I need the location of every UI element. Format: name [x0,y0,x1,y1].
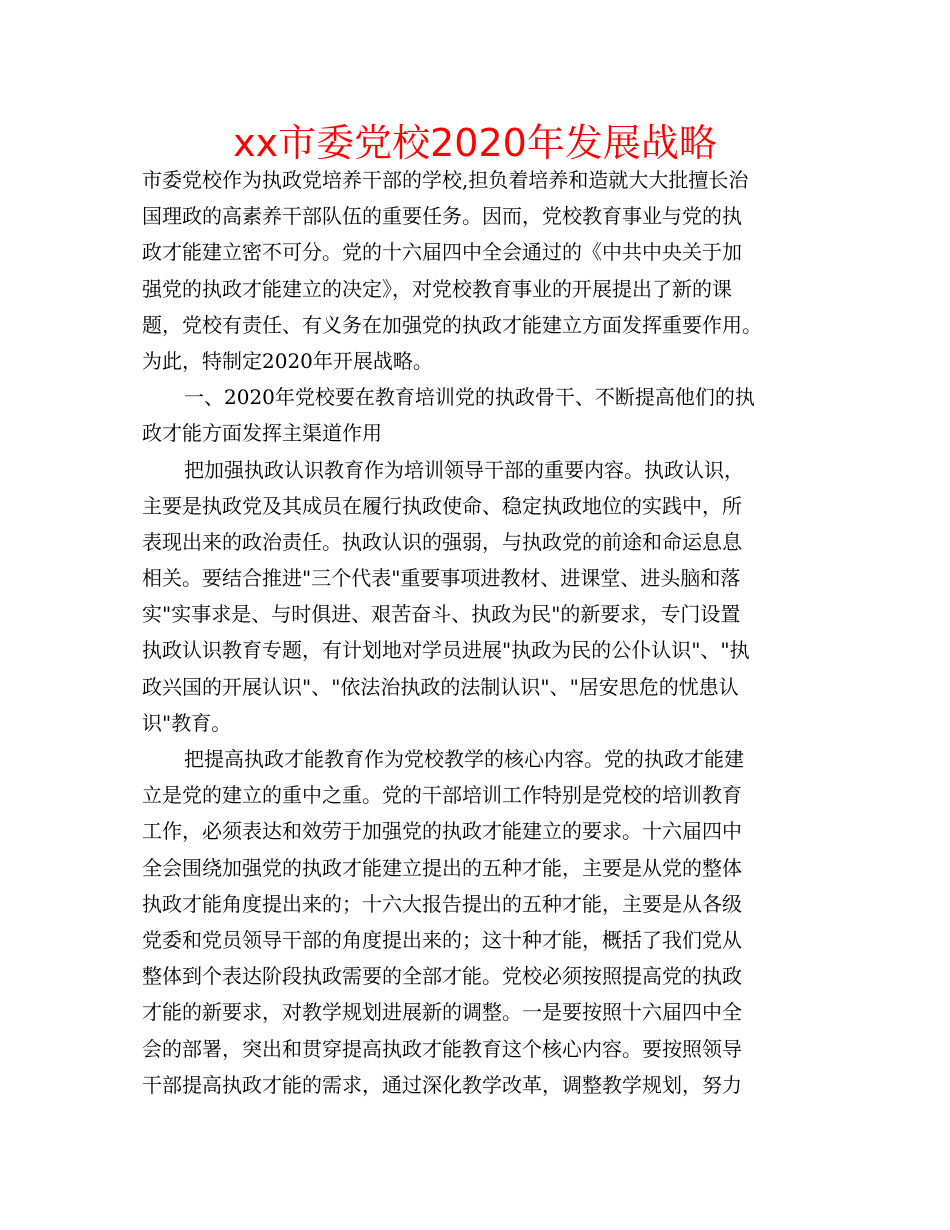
section-heading-line-2: 政才能方面发挥主渠道作用 [142,421,382,446]
text-line-11: 表现出来的政治责任。执政认识的强弱，与执政党的前途和命运息息 [142,529,742,554]
text-line-13: 实"实事求是、与时俱进、艰苦奋斗、执政为民"的新要求，专门设置 [142,602,741,627]
text-line-1: 市委党校作为执政党培养干部的学校,担负着培养和造就大大批擅长治 [142,168,749,192]
text-line-2: 国理政的高素养干部队伍的重要任务。因而，党校教育事业与党的执 [142,204,742,229]
text-line-18: 立是党的建立的重中之重。党的干部培训工作特别是党校的培训教育 [142,783,742,808]
text-line-26: 干部提高执政才能的需求，通过深化教学改革，调整教学规划，努力 [142,1072,742,1097]
text-line-10: 主要是执政党及其成员在履行执政使命、稳定执政地位的实践中，所 [142,493,742,518]
text-line-3: 政才能建立密不可分。党的十六届四中全会通过的《中共中央关于加 [142,240,742,265]
text-line-24: 才能的新要求，对教学规划进展新的调整。一是要按照十六届四中全 [142,1000,742,1025]
text-line-4: 强党的执政才能建立的决定》，对党校教育事业的开展提出了新的课 [142,276,732,301]
text-line-16: 识"教育。 [142,710,232,735]
text-line-12: 相关。要结合推进"三个代表"重要事项进教材、进课堂、进头脑和落 [142,566,741,591]
text-line-23: 整体到个表达阶段执政需要的全部才能。党校必须按照提高党的执政 [142,964,742,989]
text-line-9: 把加强执政认识教育作为培训领导干部的重要内容。执政认识， [184,457,744,482]
section-heading-line-1: 一、2020年党校要在教育培训党的执政骨干、不断提高他们的执 [184,385,755,410]
text-line-20: 全会围绕加强党的执政才能建立提出的五种才能，主要是从党的整体 [142,855,742,880]
text-line-14: 执政认识教育专题，有计划地对学员进展"执政为民的公仆认识"、"执 [142,638,750,663]
text-line-19: 工作，必须表达和效劳于加强党的执政才能建立的要求。十六届四中 [142,819,742,844]
text-line-22: 党委和党员领导干部的角度提出来的；这十种才能，概括了我们党从 [142,927,742,952]
document-title: xx市委党校2020年发展战略 [233,121,717,165]
document-body [142,162,808,1103]
text-line-6: 为此，特制定2020年开展战略。 [142,348,433,373]
text-line-21: 执政才能角度提出来的；十六大报告提出的五种才能，主要是从各级 [142,891,742,916]
text-line-5: 题，党校有责任、有义务在加强党的执政才能建立方面发挥重要作用。 [142,312,762,337]
text-line-17: 把提高执政才能教育作为党校教学的核心内容。党的执政才能建 [184,747,744,771]
text-line-15: 政兴国的开展认识"、"依法治执政的法制认识"、"居安思危的忧患认 [142,674,739,699]
text-line-25: 会的部署，突出和贯穿提高执政才能教育这个核心内容。要按照领导 [142,1036,742,1061]
